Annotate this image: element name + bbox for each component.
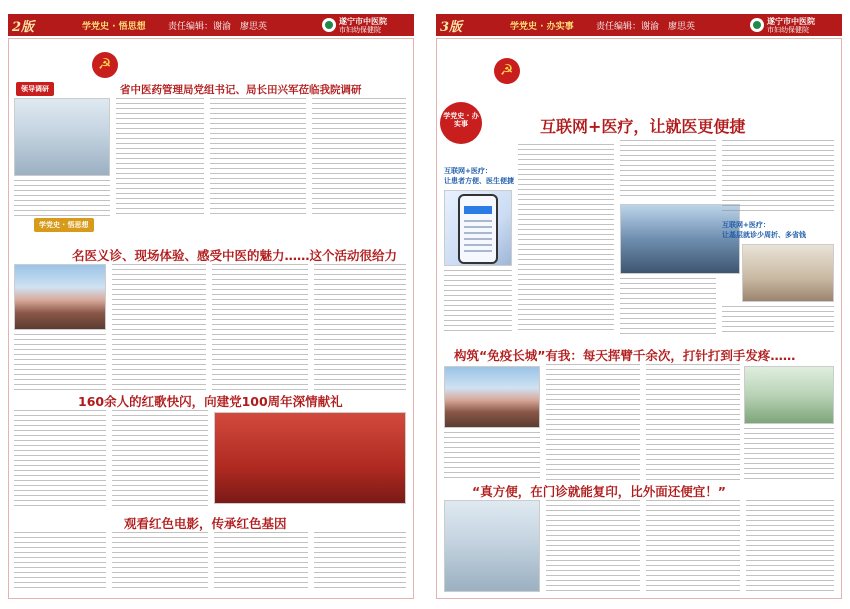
subhead-2a: 互联网+医疗： — [722, 221, 770, 229]
article-body-1d — [312, 98, 406, 218]
hospital-logo-icon — [750, 18, 764, 32]
brand-line-1: 遂宁市中医院 — [339, 17, 387, 26]
article-body-7a — [546, 500, 640, 592]
article-body-2d — [314, 264, 406, 390]
tag-leader-research: 领导调研 — [16, 82, 54, 96]
article-body-2b — [112, 264, 206, 390]
article-body-5f — [722, 306, 834, 336]
article-body-2c — [212, 264, 308, 390]
photo-copy-service — [444, 500, 540, 592]
article-body-1b — [116, 98, 204, 218]
photo-leader-visit — [14, 98, 110, 176]
article-body-3a — [14, 410, 106, 508]
headline-vaccination: 构筑“免疫长城”有我：每天挥臂千余次，打针打到手发疼…… — [454, 348, 796, 363]
article-body-7c — [746, 500, 834, 592]
headline-internet-medical: 互联网+医疗，让就医更便捷 — [540, 117, 746, 136]
editor-credit: 责任编辑：谢渝 廖思英 — [596, 22, 696, 32]
section-badge-text: 学党史 · 办实事 — [443, 112, 479, 128]
section-title: 学党史 · 悟思想 — [82, 22, 146, 32]
article-body-2a — [14, 334, 106, 390]
page-3 — [436, 14, 842, 599]
hospital-logo-icon — [322, 18, 336, 32]
brand-line-2: 市妇幼保健院 — [339, 26, 381, 34]
page-2 — [8, 14, 414, 599]
hospital-brand — [322, 16, 410, 34]
subhead-2b: 让基层就诊少周折、多省钱 — [722, 231, 806, 239]
brand-line-1: 遂宁市中医院 — [767, 17, 815, 26]
headline-leader-visit: 省中医药管理局党组书记、局长田兴军莅临我院调研 — [120, 84, 362, 96]
section-title: 学党史 · 办实事 — [510, 22, 574, 32]
brand-line-2: 市妇幼保健院 — [767, 26, 809, 34]
article-body-5b — [518, 144, 614, 334]
article-body-4c — [214, 532, 308, 592]
photo-vaccination-site — [444, 366, 540, 428]
article-body-4d — [314, 532, 406, 592]
section-badge — [440, 102, 482, 144]
article-body-1c — [210, 98, 306, 218]
page-number: 2版 — [12, 20, 35, 35]
headline-red-song: 160余人的红歌快闪，向建党100周年深情献礼 — [78, 394, 343, 409]
article-body-5a — [444, 270, 512, 334]
party-emblem-icon — [494, 58, 520, 84]
editor-credit: 责任编辑：谢渝 廖思英 — [168, 22, 268, 32]
article-body-4a — [14, 532, 106, 592]
page-header — [436, 14, 842, 36]
photo-free-clinic — [14, 264, 106, 330]
article-body-1a — [14, 180, 110, 218]
article-body-6b — [546, 364, 640, 480]
page-header — [8, 14, 414, 36]
article-body-6c — [646, 364, 740, 480]
headline-free-clinic: 名医义诊、现场体验、感受中医的魅力……这个活动很给力 — [72, 248, 398, 263]
photo-vaccination-nurse — [744, 366, 834, 424]
article-body-5d — [620, 278, 716, 334]
subhead-1b: 让患者方便、医生便捷 — [444, 177, 514, 185]
article-body-3b — [112, 410, 208, 508]
phone-screen-icon — [458, 194, 498, 264]
article-body-5c — [620, 140, 716, 200]
hospital-brand — [750, 16, 838, 34]
headline-red-movie: 观看红色电影，传承红色基因 — [124, 516, 287, 531]
subhead-1a: 互联网+医疗： — [444, 167, 492, 175]
headline-copy-service: “真方便，在门诊就能复印，比外面还便宜！” — [472, 484, 726, 499]
article-body-6a — [444, 432, 540, 480]
article-body-7b — [646, 500, 740, 592]
party-emblem-icon — [92, 52, 118, 78]
page-number: 3版 — [440, 20, 463, 35]
article-body-5e — [722, 140, 834, 214]
article-body-6d — [744, 428, 834, 480]
photo-community-clinic — [742, 244, 834, 302]
article-body-4b — [112, 532, 208, 592]
photo-red-song-flashmob — [214, 412, 406, 504]
tag-section-2: 学党史 · 悟思想 — [34, 218, 94, 232]
